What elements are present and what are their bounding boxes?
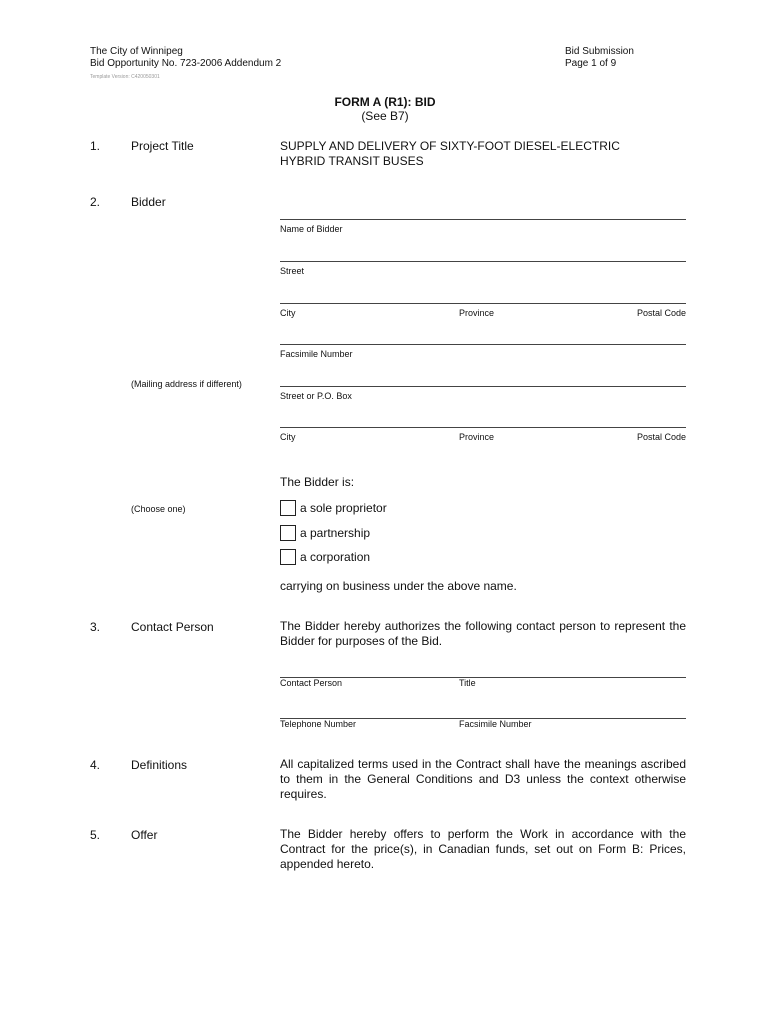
corporation-checkbox[interactable] [280,549,296,565]
city-province-postal-line[interactable] [280,303,686,304]
street-label: Street [280,266,305,276]
name-of-bidder-line[interactable] [280,219,686,220]
contact-title-label: Title [459,678,476,688]
street-po-line[interactable] [280,386,686,387]
section-3-number: 3. [90,620,101,634]
header-bid-opportunity: Bid Opportunity No. 723-2006 Addendum 2 [90,58,282,69]
project-title-line-2: HYBRID TRANSIT BUSES [280,154,424,168]
template-version: Template Version: C420050301 [90,74,160,80]
definitions-text: All capitalized terms used in the Contract shall have the meanings ascribed to them in the General Conditions and D3 unless the context otherwise requires. [280,757,686,801]
section-3-label: Contact Person [131,620,214,634]
partnership-checkbox[interactable] [280,525,296,541]
mailing-city-province-postal-line[interactable] [280,427,686,428]
name-of-bidder-label: Name of Bidder [280,224,343,234]
form-subtitle: (See B7) [361,109,409,123]
sole-proprietor-checkbox[interactable] [280,500,296,516]
choose-one-note: (Choose one) [131,504,186,514]
section-4-label: Definitions [131,758,188,772]
bidder-is-label: The Bidder is: [280,475,355,489]
contact-person-text: The Bidder hereby authorizes the following contact person to represent the Bidder for purposes of the Bid. [280,619,686,648]
mailing-postal-code-label: Postal Code [636,432,686,442]
corporation-label: a corporation [300,550,371,564]
carrying-on-business-text: carrying on business under the above name. [280,579,517,593]
facsimile-line[interactable] [280,344,686,345]
offer-text: The Bidder hereby offers to perform the Work in accordance with the Contract for the price(s), in Canadian funds, set out on Form B: Prices, appended hereto. [280,827,686,871]
header-org: The City of Winnipeg [90,46,183,57]
header-page-number: Page 1 of 9 [565,58,617,69]
section-2-number: 2. [90,195,101,209]
postal-code-label: Postal Code [636,308,686,318]
street-po-label: Street or P.O. Box [280,391,352,401]
partnership-label: a partnership [300,526,371,540]
sole-proprietor-label: a sole proprietor [300,501,387,515]
form-title: FORM A (R1): BID [334,95,436,109]
facsimile-label: Facsimile Number [280,349,353,359]
street-line[interactable] [280,261,686,262]
city-label: City [280,308,296,318]
province-label: Province [459,308,495,318]
section-4-number: 4. [90,758,101,772]
project-title-line-1: SUPPLY AND DELIVERY OF SIXTY-FOOT DIESEL-ELECTRIC [280,139,620,153]
contact-facsimile-label: Facsimile Number [459,719,532,729]
section-1-label: Project Title [131,139,194,153]
section-5-label: Offer [131,828,158,842]
mailing-province-label: Province [459,432,495,442]
section-5-number: 5. [90,828,101,842]
section-1-number: 1. [90,139,101,153]
telephone-number-label: Telephone Number [280,719,357,729]
contact-person-label: Contact Person [280,678,343,688]
header-doc-type: Bid Submission [565,46,634,57]
mailing-address-note: (Mailing address if different) [131,379,242,389]
mailing-city-label: City [280,432,296,442]
section-2-label: Bidder [131,195,166,209]
